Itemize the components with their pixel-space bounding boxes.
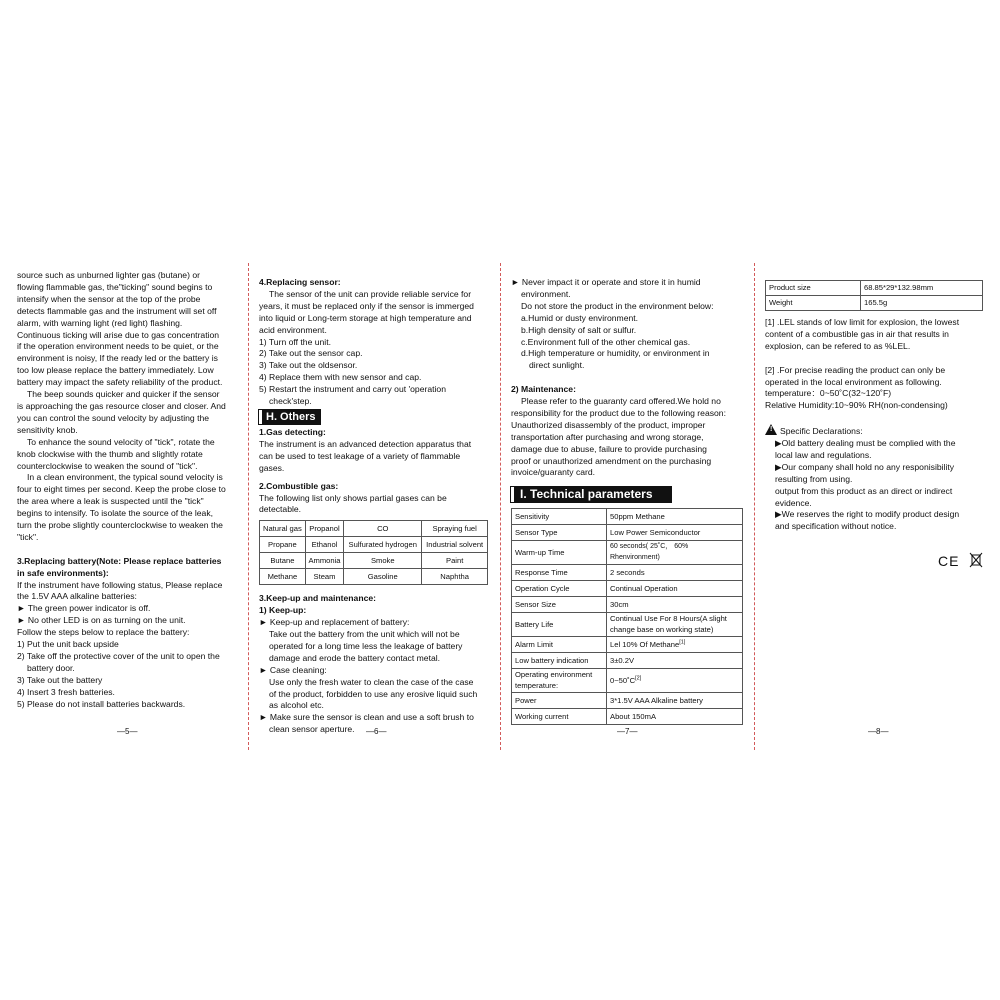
- table-cell: Naphtha: [422, 569, 488, 585]
- bullet-item: ► No other LED is on as turning on the unit.: [17, 615, 186, 626]
- text-line: Please refer to the guaranty card offered.We hold no: [521, 396, 721, 407]
- declaration-item: resulting from using.: [775, 473, 853, 484]
- param-value: 60 seconds( 25˚C， 60% Rhenvironment): [607, 541, 743, 565]
- step-item: 1) Put the unit back upside: [17, 639, 119, 650]
- param-name: Battery Life: [512, 613, 607, 637]
- text-line: "tick".: [17, 531, 39, 542]
- table-row: [512, 613, 743, 637]
- step-item: 5) Restart the instrument and carry out 'operation: [259, 384, 446, 395]
- param-value: Continual Operation: [607, 581, 743, 597]
- declaration-item: ▶Our company shall hold no any responisibility: [775, 461, 955, 472]
- page-6: [259, 277, 487, 736]
- text-line: environment is noisy, If the ready led or the battery is: [17, 353, 218, 364]
- intro-paragraph: [17, 270, 239, 389]
- text-line: four to eight times per second. Keep the probe close to: [17, 484, 226, 495]
- section-heading: 1.Gas detecting:: [259, 426, 326, 437]
- declaration-item: local law and regulations.: [775, 449, 872, 460]
- text-line: The sensor of the unit can provide reliable service for: [269, 288, 472, 299]
- table-cell: Natural gas: [260, 521, 306, 537]
- footnote-text: [2] .For precise reading the product can only be: [765, 364, 946, 375]
- product-size-table: [765, 280, 983, 311]
- page-5: [17, 270, 239, 711]
- step-item: 2) Take out the sensor cap.: [259, 348, 363, 359]
- table-cell: Paint: [422, 553, 488, 569]
- text-line: into liquid or Long-term storage at high temperature and: [259, 312, 472, 323]
- param-value: 3±0.2V: [607, 653, 743, 669]
- text-line: is approaching the gas resource closer and closer. And: [17, 400, 226, 411]
- table-row: [512, 693, 743, 709]
- text-line: The following list only shows partial gases can be: [259, 492, 447, 503]
- step-item: battery door.: [27, 662, 75, 673]
- table-cell: Gasoline: [344, 569, 422, 585]
- technical-parameters-table: [511, 508, 743, 725]
- page-7: [511, 277, 743, 725]
- text-line: proof or unauthorized amendment on the purchasing: [511, 455, 712, 466]
- section-heading: in safe environments):: [17, 567, 109, 578]
- text-line: transportation after purchasing and wrong storage,: [511, 431, 704, 442]
- text-line: acid environment.: [259, 324, 327, 335]
- param-name: Product size: [766, 281, 861, 296]
- param-name: Weight: [766, 296, 861, 311]
- table-cell: Ammonia: [305, 553, 343, 569]
- table-cell: Methane: [260, 569, 306, 585]
- param-value: [607, 637, 743, 653]
- param-name: Sensor Type: [512, 525, 607, 541]
- table-cell: Ethanol: [305, 537, 343, 553]
- weee-bin-icon: [969, 552, 983, 568]
- text-line: years, it must be replaced only if the sensor is immerged: [259, 300, 474, 311]
- table-cell: Spraying fuel: [422, 521, 488, 537]
- table-row: [766, 281, 983, 296]
- param-name: Working current: [512, 709, 607, 725]
- table-cell: Propane: [260, 537, 306, 553]
- param-name: Warm-up Time: [512, 541, 607, 565]
- footnote-text: explosion, can be refered to as %LEL.: [765, 340, 911, 351]
- text-line: alarm, with warning light (red light) flashing.: [17, 317, 183, 328]
- param-name: Response Time: [512, 565, 607, 581]
- text-line: sensitivity knob.: [17, 424, 78, 435]
- text-line: damage and erode the battery contact metal.: [269, 652, 441, 663]
- table-row: [512, 581, 743, 597]
- param-value-text: 0~50˚C: [610, 675, 636, 685]
- text-line: source such as unburned lighter gas (butane) or: [17, 270, 200, 280]
- param-name: Sensor Size: [512, 597, 607, 613]
- text-line: environment.: [521, 288, 571, 299]
- text-line: invoice/guaranty card.: [511, 467, 596, 478]
- declaration-item: ▶We reserves the right to modify product design: [775, 509, 960, 520]
- text-line: counterclockwise to weaken the sound of "tick".: [17, 460, 198, 471]
- bullet-item: ► Keep-up and replacement of battery:: [259, 617, 410, 628]
- text-line: as alcohol etc.: [269, 700, 324, 711]
- text-line: flowing flammable gas, the"ticking" sound begins to: [17, 281, 213, 292]
- text-line: responsibility for the product due to the following reason:: [511, 407, 726, 418]
- text-line: clean sensor aperture.: [269, 724, 355, 735]
- page-number: —7—: [617, 727, 638, 736]
- table-row: [512, 637, 743, 653]
- text-line: In a clean environment, the typical sound velocity is: [27, 472, 223, 483]
- text-line: the area where a leak is suspected until the "tick": [17, 496, 204, 507]
- param-name: Operation Cycle: [512, 581, 607, 597]
- gas-table: [259, 520, 488, 585]
- text-line: detectable.: [259, 504, 302, 515]
- step-item: 4) Replace them with new sensor and cap.: [259, 372, 422, 383]
- page-number: —6—: [366, 727, 387, 736]
- text-line: Do not store the product in the environment below:: [521, 300, 714, 311]
- param-name: Sensitivity: [512, 509, 607, 525]
- text-line: of the product, forbidden to use any erosive liquid such: [269, 688, 478, 699]
- text-line: Use only the fresh water to clean the case of the case: [269, 676, 474, 687]
- table-cell: Propanol: [305, 521, 343, 537]
- section-heading: 2) Maintenance:: [511, 384, 576, 395]
- page-divider: [500, 263, 501, 750]
- section-banner-others: H. Others: [259, 410, 320, 424]
- footnote-text: [1] .LEL stands of low limit for explosion, the lowest: [765, 317, 960, 327]
- page-divider: [248, 263, 249, 750]
- footnote-ref: [2]: [635, 675, 642, 682]
- text-line: if the operation environment needs to be quiet, or the: [17, 341, 219, 352]
- section-heading: 4.Replacing sensor:: [259, 277, 341, 287]
- param-name: Power: [512, 693, 607, 709]
- sub-heading: 1) Keep-up:: [259, 605, 307, 616]
- bullet-item: ► Case cleaning:: [259, 664, 327, 675]
- declaration-item: evidence.: [775, 497, 812, 508]
- text-line: Unauthorized disassembly of the product, improper: [511, 419, 706, 430]
- table-row: [512, 525, 743, 541]
- certification-marks: [938, 552, 983, 568]
- table-row: [512, 565, 743, 581]
- list-item: direct sunlight.: [529, 360, 585, 371]
- footnote-text: temperature：0~50˚C(32~120˚F): [765, 388, 892, 399]
- param-value: 165.5g: [861, 296, 983, 311]
- table-cell: Industrial solvent: [422, 537, 488, 553]
- step-item: 5) Please do not install batteries backwards.: [17, 698, 186, 709]
- declarations-title: Specific Declarations:: [780, 426, 863, 437]
- step-item: 4) Insert 3 fresh batteries.: [17, 686, 115, 697]
- table-row: [512, 709, 743, 725]
- footnote-text: Relative Humidity:10~90% RH(non-condensing): [765, 400, 948, 411]
- footnote-text: operated in the local environment as following.: [765, 376, 942, 387]
- text-line: begins to intensify. To isolate the source of the leak,: [17, 508, 214, 519]
- step-item: 2) Take off the protective cover of the unit to open the: [17, 650, 220, 661]
- text-line: turn the probe slightly counterclockwise to weaken the: [17, 520, 223, 531]
- table-row: [512, 509, 743, 525]
- warning-icon: [765, 424, 777, 435]
- ce-mark-icon: CE: [938, 553, 960, 569]
- step-item: 3) Take out the battery: [17, 674, 103, 685]
- text-line: operated for a long time less the leakage of battery: [269, 640, 463, 651]
- step-item: 3) Take out the oldsensor.: [259, 360, 358, 371]
- text-line: damage due to abuse, failure to provide purchasing: [511, 443, 707, 454]
- text-line: To enhance the sound velocity of "tick", rotate the: [27, 436, 215, 447]
- text-line: intensify when the sensor at the top of the probe: [17, 293, 201, 304]
- text-line: Continuous ticking will arise due to gas concentration: [17, 329, 220, 340]
- param-name: Alarm Limit: [512, 637, 607, 653]
- declaration-item: ▶Old battery dealing must be complied with the: [775, 438, 956, 449]
- param-value: Continual Use For 8 Hours(A slight change base on working state): [607, 613, 743, 637]
- table-row: [512, 597, 743, 613]
- bullet-item: ► Make sure the sensor is clean and use a soft brush to: [259, 712, 474, 723]
- param-value: Low Power Semiconductor: [607, 525, 743, 541]
- param-value-text: Lel 10% Of Methane: [610, 639, 680, 649]
- table-row: [512, 541, 743, 565]
- table-row: [260, 569, 488, 585]
- text-line: gases.: [259, 462, 285, 473]
- declarations-heading: [765, 424, 987, 438]
- section-heading: 2.Combustible gas:: [259, 480, 339, 491]
- page-divider: [754, 263, 755, 750]
- text-line: If the instrument have following status, Please replace: [17, 579, 223, 590]
- table-row: [512, 653, 743, 669]
- text-line: Take out the battery from the unit which will not be: [269, 629, 460, 640]
- text-line: can be used to test leakage of a variety of flammable: [259, 450, 461, 461]
- text-line: you can control the sound velocity by adjusting the: [17, 412, 210, 423]
- param-value: 68.85*29*132.98mm: [861, 281, 983, 296]
- list-item: d.High temperature or humidity, or environment in: [521, 348, 710, 359]
- table-row: [512, 669, 743, 693]
- step-item: 1) Turn off the unit.: [259, 336, 331, 347]
- text-line: too low please replace the battery immediately. Low: [17, 365, 214, 376]
- list-item: a.Humid or dusty environment.: [521, 312, 639, 323]
- page-number: —5—: [117, 727, 138, 736]
- bullet-item: ► Never impact it or operate and store it in humid: [511, 277, 701, 287]
- section-heading: 3.Keep-up and maintenance:: [259, 593, 376, 604]
- table-cell: Sulfurated hydrogen: [344, 537, 422, 553]
- param-value: [607, 669, 743, 693]
- text-line: The beep sounds quicker and quicker if the sensor: [27, 389, 220, 400]
- declaration-item: output from this product as an direct or indirect: [775, 485, 953, 496]
- param-name: Operating environment temperature:: [512, 669, 607, 693]
- param-value: 2 seconds: [607, 565, 743, 581]
- table-row: [260, 521, 488, 537]
- text-line: Follow the steps below to replace the battery:: [17, 627, 190, 638]
- section-heading: 3.Replacing battery(Note: Please replace batteries: [17, 555, 222, 566]
- footnote-text: content of a combustible gas in air that results in: [765, 328, 949, 339]
- footnote-ref: [1]: [679, 639, 686, 646]
- param-value: 3*1.5V AAA Alkaline battery: [607, 693, 743, 709]
- list-item: b.High density of salt or sulfur.: [521, 324, 637, 335]
- text-line: The instrument is an advanced detection apparatus that: [259, 438, 472, 449]
- table-row: [260, 537, 488, 553]
- param-value: About 150mA: [607, 709, 743, 725]
- page-8: [765, 280, 987, 533]
- param-value: 30cm: [607, 597, 743, 613]
- param-name: Low battery indication: [512, 653, 607, 669]
- section-banner-technical: I. Technical parameters: [511, 487, 671, 502]
- text-line: the 1.5V AAA alkaline batteries:: [17, 591, 137, 602]
- declaration-item: and specification without notice.: [775, 521, 897, 532]
- text-line: battery may impact the safety reliability of the product.: [17, 377, 223, 388]
- list-item: c.Environment full of the other chemical gas.: [521, 336, 691, 347]
- param-value: 50ppm Methane: [607, 509, 743, 525]
- table-cell: Smoke: [344, 553, 422, 569]
- table-cell: Butane: [260, 553, 306, 569]
- table-row: [766, 296, 983, 311]
- table-row: [260, 553, 488, 569]
- table-cell: CO: [344, 521, 422, 537]
- step-item: check'step.: [269, 396, 312, 407]
- table-cell: Steam: [305, 569, 343, 585]
- text-line: knob clockwise with the thumb and slightly rotate: [17, 448, 203, 459]
- text-line: detects flammable gas and the instrument will set off: [17, 305, 217, 316]
- bullet-item: ► The green power indicator is off.: [17, 603, 151, 614]
- page-number: —8—: [868, 727, 889, 736]
